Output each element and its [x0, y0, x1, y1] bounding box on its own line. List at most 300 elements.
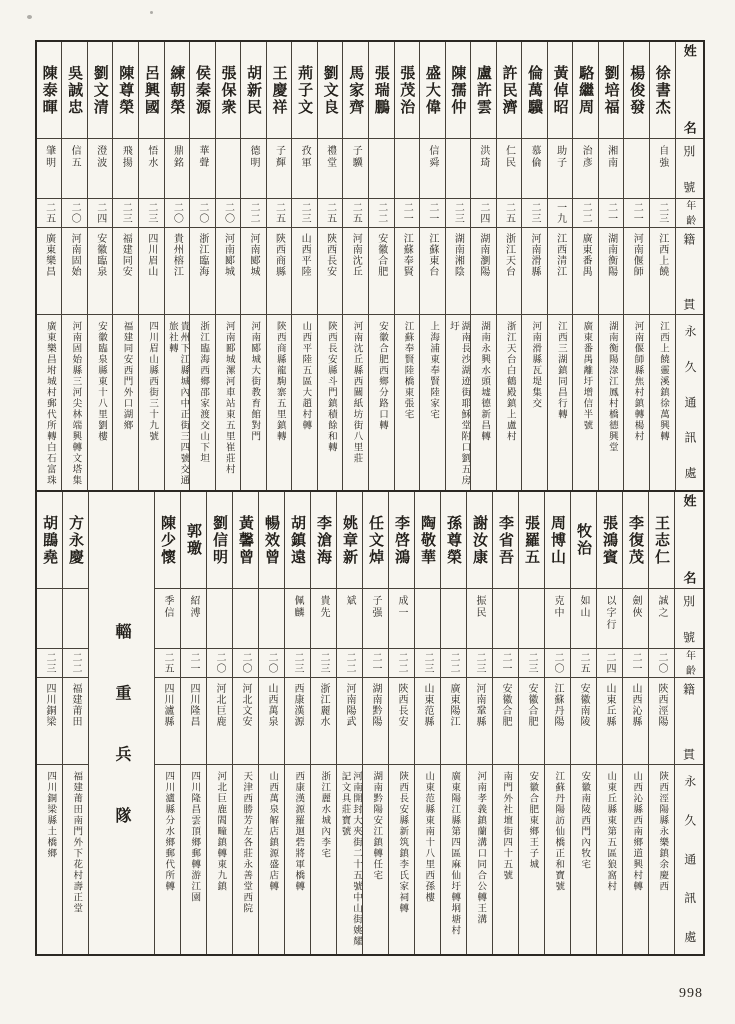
person-alias: 克中	[545, 589, 570, 649]
person-name: 劉信明	[207, 492, 232, 589]
person-age: 二〇	[62, 199, 87, 228]
person-alias: 洪琦	[471, 139, 496, 199]
person-column	[596, 492, 622, 954]
person-native: 陝西涇陽	[649, 678, 674, 765]
person-alias: 子强	[363, 589, 388, 649]
person-native: 福建同安	[113, 228, 138, 315]
person-age: 二二	[63, 649, 88, 678]
person-native: 湖南黔陽	[363, 678, 388, 765]
person-alias: 悟水	[139, 139, 164, 199]
person-address: 上海浦東奉賢陸家宅	[428, 321, 439, 420]
person-name: 盧許雲	[471, 42, 496, 139]
person-address: 湖南長沙湖迹街耶穌堂附口劉五房圩	[447, 321, 470, 486]
field-label-native	[675, 678, 703, 765]
person-address: 浙江天台白鶴殿鎮上盧村	[504, 321, 515, 442]
person-name: 牧治	[571, 492, 596, 589]
person-address: 四川隆昌雲頂鄉郵轉游江園	[189, 771, 200, 903]
person-name: 練朝榮	[165, 42, 190, 139]
person-column	[154, 492, 180, 954]
person-address: 山東范縣東南十八里西孫樓	[423, 771, 434, 903]
person-column	[284, 492, 310, 954]
person-name: 李滄海	[311, 492, 336, 589]
person-name: 黃倬昭	[548, 42, 573, 139]
person-native: 浙江麗水	[311, 678, 336, 765]
field-label-address	[675, 765, 703, 954]
person-native: 安徽臨泉	[88, 228, 113, 315]
person-native: 安徽南陵	[571, 678, 596, 765]
person-name: 王志仁	[649, 492, 674, 589]
person-alias: 成一	[389, 589, 414, 649]
person-alias: 信五	[62, 139, 87, 199]
person-column	[87, 42, 113, 490]
person-name: 楊俊發	[624, 42, 649, 139]
person-address: 江蘇奉賢陸橋東張宅	[402, 321, 413, 420]
field-label-alias	[676, 139, 703, 199]
person-alias: 鼎銘	[165, 139, 190, 199]
person-column	[164, 42, 190, 490]
person-native: 河南郾城	[241, 228, 266, 315]
person-alias: 禮堂	[318, 139, 343, 199]
person-column	[61, 42, 87, 490]
person-address: 江西三湖鎮同昌行轉	[555, 321, 566, 420]
person-native: 安徽合肥	[493, 678, 518, 765]
person-address: 安徽合肥東鄉王子城	[527, 771, 538, 870]
person-address: 浙江麗水城內李宅	[319, 771, 330, 859]
person-alias	[369, 139, 394, 199]
person-native: 安徽合肥	[369, 228, 394, 315]
person-native: 山西沁縣	[623, 678, 648, 765]
person-age: 二三	[522, 199, 547, 228]
field-label-native-text: 籍貫	[681, 683, 696, 761]
page-number: 998	[679, 986, 703, 1001]
field-label-name	[676, 42, 703, 139]
person-age: 二四	[88, 199, 113, 228]
person-age: 二三	[415, 649, 440, 678]
person-column	[138, 42, 164, 490]
person-alias	[624, 139, 649, 199]
person-age: 二四	[597, 649, 622, 678]
person-column	[470, 42, 496, 490]
person-column	[362, 492, 388, 954]
person-address: 河南郾城大街教育館對門	[249, 321, 260, 442]
person-column	[291, 42, 317, 490]
person-age: 二一	[599, 199, 624, 228]
person-name: 劉培福	[599, 42, 624, 139]
person-alias	[207, 589, 232, 649]
person-alias: 紹溥	[181, 589, 206, 649]
person-native: 陝西商縣	[267, 228, 292, 315]
person-alias: 孜軍	[292, 139, 317, 199]
person-name: 姚章新	[337, 492, 362, 589]
band-bottom	[37, 492, 703, 954]
person-column	[37, 42, 62, 490]
person-name: 盛大偉	[420, 42, 445, 139]
person-address: 陝西商縣龍駒寨五里鎮轉	[274, 321, 285, 442]
person-name: 張鴻賓	[597, 492, 622, 589]
person-native: 浙江臨海	[190, 228, 215, 315]
person-native: 福建莆田	[63, 678, 88, 765]
person-address: 浙江臨海西鄉邵家渡交山下坦	[198, 321, 209, 464]
person-age: 二三	[139, 199, 164, 228]
person-name: 王慶祥	[267, 42, 292, 139]
person-alias	[446, 139, 471, 199]
person-age: 二一	[623, 649, 648, 678]
field-label-name-text: 姓名	[681, 44, 697, 136]
person-native: 河北巨鹿	[207, 678, 232, 765]
person-name: 謝汝康	[467, 492, 492, 589]
person-native: 江蘇奉賢	[395, 228, 420, 315]
person-alias: 仁民	[497, 139, 522, 199]
person-name: 陳尊榮	[113, 42, 138, 139]
person-alias: 助子	[548, 139, 573, 199]
person-column	[240, 42, 266, 490]
person-age: 二〇	[190, 199, 215, 228]
person-age: 二二	[337, 649, 362, 678]
person-native: 河南鞏縣	[467, 678, 492, 765]
person-name: 任文焯	[363, 492, 388, 589]
person-alias: 自強	[650, 139, 675, 199]
person-age: 二四	[471, 199, 496, 228]
person-address: 南門外社壇街四十五號	[501, 771, 512, 881]
person-name: 方永慶	[63, 492, 88, 589]
person-column	[623, 42, 649, 490]
person-address: 河北巨鹿閻疃鎮轉東九鎮	[215, 771, 226, 892]
person-alias: 湘南	[599, 139, 624, 199]
person-name: 陶敬華	[415, 492, 440, 589]
person-age: 二一	[181, 649, 206, 678]
person-native: 河北文安	[233, 678, 258, 765]
person-address: 山西萬泉解店鎮源盛店轉	[267, 771, 278, 892]
person-address: 廣東番禺離圩增信半號	[581, 321, 592, 431]
person-column	[544, 492, 570, 954]
person-address: 河南開封大夾街二十五號中山街姚耀記文具莊寶號	[339, 771, 361, 947]
person-age: 二〇	[233, 649, 258, 678]
person-age: 二五	[155, 649, 180, 678]
person-column	[496, 42, 522, 490]
person-native: 河南沈丘	[343, 228, 368, 315]
field-label-name-text: 姓名	[681, 494, 697, 586]
person-native: 廣東樂昌	[37, 228, 62, 315]
person-alias: 以字行	[597, 589, 622, 649]
person-age: 二一	[395, 199, 420, 228]
person-address: 河南沈丘縣西關紙坊街八里莊	[351, 321, 362, 464]
person-native: 四川眉山	[139, 228, 164, 315]
person-age: 二三	[311, 649, 336, 678]
person-address: 四川瀘縣分水鄉郵代所轉	[163, 771, 174, 892]
person-native: 四川隆昌	[181, 678, 206, 765]
field-header-column	[675, 42, 703, 490]
person-native: 山西萬泉	[259, 678, 284, 765]
person-alias: 飛揚	[113, 139, 138, 199]
person-alias	[216, 139, 241, 199]
person-address: 湖南衡陽淥江鳳村橋德興堂	[606, 321, 617, 453]
field-label-age-text: 年齡	[683, 650, 695, 676]
person-name: 陳泰暉	[37, 42, 62, 139]
person-age: 二一	[420, 199, 445, 228]
scan-speck	[150, 11, 153, 14]
person-column	[189, 42, 215, 490]
person-age: 二〇	[649, 649, 674, 678]
person-address: 河南固始縣三河尖林端興轉文塔集	[70, 321, 81, 486]
person-name: 許民濟	[497, 42, 522, 139]
person-age: 二〇	[216, 199, 241, 228]
person-alias: 如山	[571, 589, 596, 649]
person-native: 河南陽武	[337, 678, 362, 765]
person-column	[598, 42, 624, 490]
person-column	[310, 492, 336, 954]
person-address: 陝西長安縣斗門鎮積餘和轉	[325, 321, 336, 453]
person-alias: 肇明	[37, 139, 62, 199]
directory-table	[35, 40, 705, 956]
person-alias	[415, 589, 440, 649]
person-column	[388, 492, 414, 954]
person-name: 馬家齊	[343, 42, 368, 139]
person-name: 倫萬驥	[522, 42, 547, 139]
field-label-age	[675, 649, 703, 678]
field-label-alias-text: 別號	[681, 145, 696, 195]
person-native: 江西上饒	[650, 228, 675, 315]
person-column	[521, 42, 547, 490]
person-name: 陳孺仲	[446, 42, 471, 139]
person-column	[572, 42, 598, 490]
person-alias: 貴先	[311, 589, 336, 649]
person-native: 湖南衡陽	[599, 228, 624, 315]
person-native: 河南滑縣	[522, 228, 547, 315]
person-alias: 斌	[337, 589, 362, 649]
person-age: 二三	[285, 649, 310, 678]
field-header-column	[674, 492, 703, 954]
person-column	[492, 492, 518, 954]
field-label-alias	[675, 589, 703, 649]
person-alias: 華聲	[190, 139, 215, 199]
person-address: 江蘇丹陽訪仙橋正和寶號	[553, 771, 564, 892]
person-native: 陝西長安	[389, 678, 414, 765]
person-address: 山西平陸五區大趙村轉	[300, 321, 311, 431]
person-age: 二五	[497, 199, 522, 228]
person-address: 陝西長安縣新筑鎮李氏家祠轉	[397, 771, 408, 914]
person-alias	[37, 589, 62, 649]
person-age: 二一	[493, 649, 518, 678]
person-address: 河南郾城漯河車站東五里崔莊村	[223, 321, 234, 475]
person-column	[445, 42, 471, 490]
person-age: 二五	[343, 199, 368, 228]
person-address: 福建同安西門外口湖鄉	[121, 321, 132, 431]
person-column	[394, 42, 420, 490]
person-alias: 劍俠	[623, 589, 648, 649]
person-native: 河南郾城	[216, 228, 241, 315]
person-age: 二一	[363, 649, 388, 678]
person-name: 暢效曾	[259, 492, 284, 589]
field-label-native-text: 籍貫	[681, 233, 696, 311]
person-alias: 子輝	[267, 139, 292, 199]
person-name: 胡新民	[241, 42, 266, 139]
person-native: 湖南湘陰	[446, 228, 471, 315]
person-native: 山東范縣	[415, 678, 440, 765]
person-native: 安徽合肥	[519, 678, 544, 765]
field-label-age	[676, 199, 703, 228]
person-name: 駱繼周	[573, 42, 598, 139]
person-age: 二三	[446, 199, 471, 228]
person-age: 二〇	[259, 649, 284, 678]
person-name: 胡鎮遠	[285, 492, 310, 589]
person-address: 湖南黔陽安江鎮轉任宅	[371, 771, 382, 881]
person-alias: 振民	[467, 589, 492, 649]
person-alias	[441, 589, 466, 649]
person-address: 山西沁縣西南鄉道興村轉	[631, 771, 642, 892]
person-address: 江西上饒靈溪鎮徐萬興轉	[658, 321, 668, 442]
person-alias	[233, 589, 258, 649]
person-column	[342, 42, 368, 490]
person-name: 劉文清	[88, 42, 113, 139]
person-column	[336, 492, 362, 954]
person-address: 山東丘縣東第五區狼窩村	[605, 771, 616, 892]
person-column	[570, 492, 596, 954]
person-age: 二〇	[165, 199, 190, 228]
person-address: 貴州下江縣城內中正街三四號交通旅社轉	[166, 321, 189, 486]
person-name: 張瑞鵬	[369, 42, 394, 139]
person-address: 安徽臨泉縣東十八里劉樓	[95, 321, 106, 442]
person-name: 張羅五	[519, 492, 544, 589]
person-native: 河南偃師	[624, 228, 649, 315]
field-label-address-text: 永久通訊處	[682, 775, 697, 944]
person-address: 廣東樂昌坿城村郵代所轉白石富珠	[44, 321, 55, 486]
person-column	[206, 492, 232, 954]
person-name: 李省吾	[493, 492, 518, 589]
person-address: 河南滑縣瓦堤集交	[530, 321, 541, 409]
person-address: 福建莆田南門外下花村壽正堂	[71, 771, 82, 914]
person-column	[62, 492, 88, 954]
field-label-native	[676, 228, 703, 315]
person-name: 郭璬	[181, 492, 206, 589]
person-age: 一九	[548, 199, 573, 228]
person-native: 山西平陸	[292, 228, 317, 315]
person-column	[232, 492, 258, 954]
person-address: 湖南永興水頭墟德新昌轉	[479, 321, 490, 442]
person-column	[547, 42, 573, 490]
person-address: 河南孝義鎮蘭溝口同合公轉王溝	[475, 771, 486, 925]
section-label-cell	[89, 492, 154, 954]
person-alias	[493, 589, 518, 649]
person-age: 二五	[37, 199, 62, 228]
person-native: 陝西長安	[318, 228, 343, 315]
person-address: 安徽合肥西鄉分路口轉	[376, 321, 387, 431]
person-name: 吳誠忠	[62, 42, 87, 139]
person-native: 浙江天台	[497, 228, 522, 315]
band-top	[37, 42, 703, 492]
person-age: 二五	[318, 199, 343, 228]
person-column	[466, 492, 492, 954]
person-name: 張保衆	[216, 42, 241, 139]
person-native: 河南固始	[62, 228, 87, 315]
person-address: 西康漢源羅迴砦將軍橋轉	[293, 771, 304, 892]
person-name: 徐書杰	[650, 42, 675, 139]
person-alias: 子驥	[343, 139, 368, 199]
person-column	[648, 492, 674, 954]
person-column	[414, 492, 440, 954]
person-native: 西康漢源	[285, 678, 310, 765]
person-column	[649, 42, 675, 490]
person-alias: 季信	[155, 589, 180, 649]
person-native: 四川瀘縣	[155, 678, 180, 765]
person-address: 四川眉山縣西街三十九號	[147, 321, 158, 442]
person-age: 二三	[113, 199, 138, 228]
person-column	[317, 42, 343, 490]
person-native: 廣東番禺	[573, 228, 598, 315]
person-alias: 澄波	[88, 139, 113, 199]
person-name: 李復茂	[623, 492, 648, 589]
person-column	[258, 492, 284, 954]
person-native: 廣東陽江	[441, 678, 466, 765]
person-name: 黃馨曾	[233, 492, 258, 589]
person-name: 荊子文	[292, 42, 317, 139]
person-address: 四川銅梁縣土橋鄉	[45, 771, 56, 859]
person-alias	[519, 589, 544, 649]
person-name: 侯秦源	[190, 42, 215, 139]
person-age: 二〇	[545, 649, 570, 678]
person-name: 孫尊榮	[441, 492, 466, 589]
person-column	[518, 492, 544, 954]
person-age: 二二	[241, 199, 266, 228]
person-age: 二五	[571, 649, 596, 678]
person-name: 胡鵾堯	[37, 492, 62, 589]
person-age: 二二	[441, 649, 466, 678]
person-alias: 信舜	[420, 139, 445, 199]
person-alias: 誠之	[649, 589, 674, 649]
person-alias: 治彥	[573, 139, 598, 199]
field-label-address	[676, 315, 703, 490]
person-age: 二二	[389, 649, 414, 678]
person-column	[440, 492, 466, 954]
person-column	[266, 42, 292, 490]
person-name: 劉文良	[318, 42, 343, 139]
person-column	[112, 42, 138, 490]
person-alias	[395, 139, 420, 199]
person-age: 二〇	[207, 649, 232, 678]
person-address: 安徽南陵西門內牧宅	[579, 771, 590, 870]
person-age: 二二	[573, 199, 598, 228]
person-native: 湖南瀏陽	[471, 228, 496, 315]
person-name: 李啓鴻	[389, 492, 414, 589]
person-native: 江蘇丹陽	[545, 678, 570, 765]
person-alias	[259, 589, 284, 649]
person-age: 二二	[369, 199, 394, 228]
person-alias: 慕倫	[522, 139, 547, 199]
person-native: 江西清江	[548, 228, 573, 315]
person-column	[37, 492, 62, 954]
person-name: 張茂治	[395, 42, 420, 139]
person-name: 周博山	[545, 492, 570, 589]
person-age: 二三	[650, 199, 675, 228]
person-alias: 佩麟	[285, 589, 310, 649]
person-alias: 德明	[241, 139, 266, 199]
person-age: 二一	[624, 199, 649, 228]
person-address: 廣東陽江縣第四區麻仙圩轉垌塘村	[449, 771, 460, 936]
field-label-name	[675, 492, 703, 589]
person-name: 陳少懷	[155, 492, 180, 589]
person-age: 二五	[267, 199, 292, 228]
person-address: 河南偃師縣焦村鎮轉楊村	[632, 321, 643, 442]
field-label-address-text: 永久通訊處	[683, 325, 698, 480]
scan-speck	[27, 15, 32, 19]
person-native: 山東丘縣	[597, 678, 622, 765]
person-address: 天津西勝芳左各莊永善堂西院	[241, 771, 252, 914]
person-native: 貴州榕江	[165, 228, 190, 315]
person-column	[180, 492, 206, 954]
person-age: 二三	[519, 649, 544, 678]
section-divider-column	[88, 492, 154, 954]
person-native: 四川銅梁	[37, 678, 62, 765]
person-age: 二三	[292, 199, 317, 228]
